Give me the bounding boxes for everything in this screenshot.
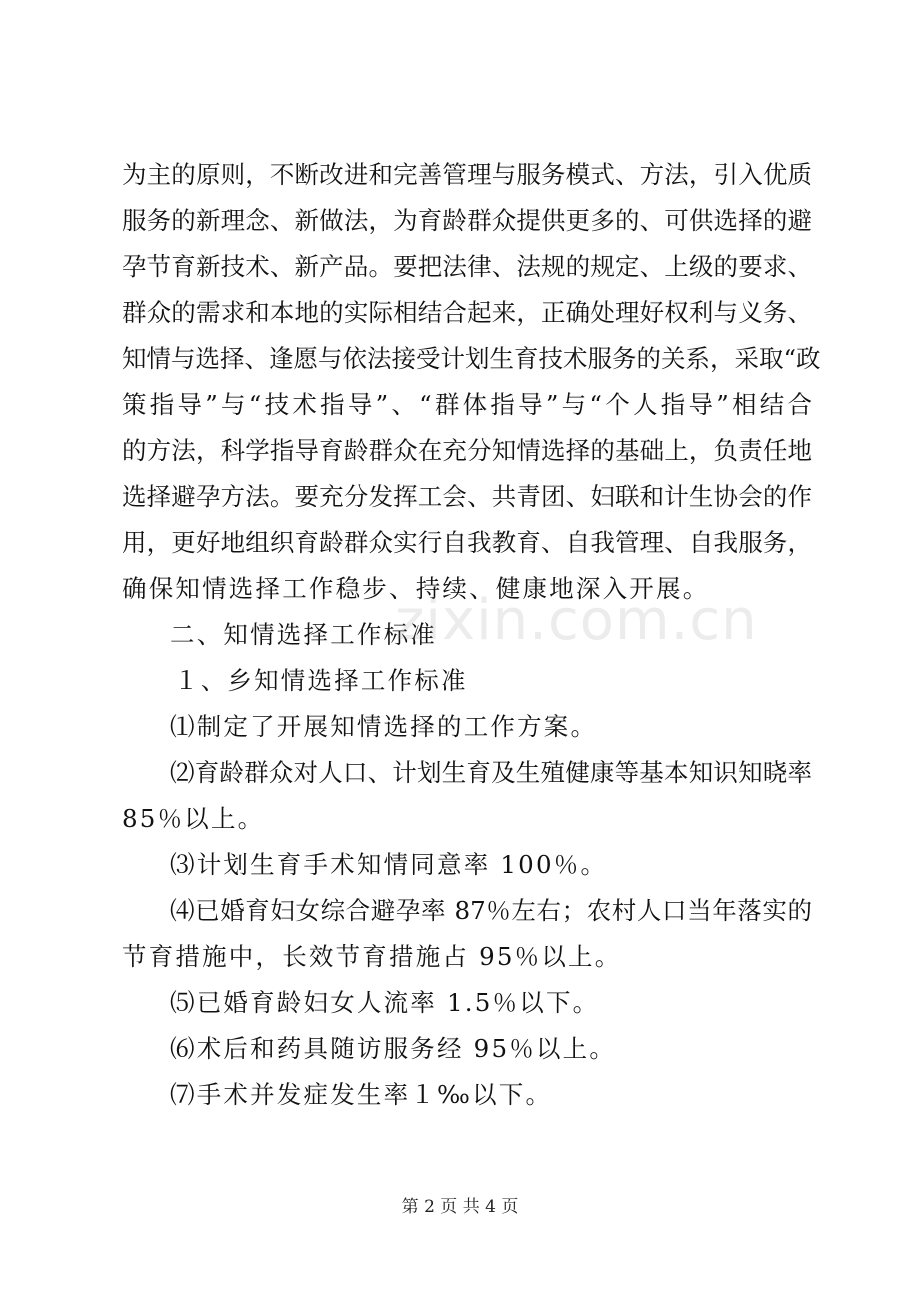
text-line: 选择避孕方法。要充分发挥工会、共青团、妇联和计生协会的作 bbox=[122, 482, 812, 511]
watermark: zixin.com.cn bbox=[395, 588, 758, 653]
list-item: ⑺手术并发症发生率１‰以下。 bbox=[170, 1080, 553, 1109]
section-heading: 二、知情选择工作标准 bbox=[170, 620, 437, 649]
subsection-heading: １、乡知情选择工作标准 bbox=[174, 666, 468, 695]
list-item-continuation: 节育措施中，长效节育措施占 95％以上。 bbox=[122, 942, 622, 971]
text-line: 策指导”与“技术指导”、“群体指导”与“个人指导”相结合 bbox=[122, 390, 812, 419]
text-line: 用，更好地组织育龄群众实行自我教育、自我管理、自我服务， bbox=[122, 528, 812, 557]
text-line: 孕节育新技术、新产品。要把法律、法规的规定、上级的要求、 bbox=[122, 252, 812, 281]
list-item: ⑵育龄群众对人口、计划生育及生殖健康等基本知识知晓率 bbox=[170, 758, 812, 787]
list-item: ⑴制定了开展知情选择的工作方案。 bbox=[170, 712, 598, 741]
list-item: ⑶计划生育手术知情同意率 100％。 bbox=[170, 850, 608, 879]
text-line: 为主的原则，不断改进和完善管理与服务模式、方法，引入优质 bbox=[122, 160, 812, 189]
text-line: 服务的新理念、新做法，为育龄群众提供更多的、可供选择的避 bbox=[122, 206, 812, 235]
list-item: ⑷已婚育妇女综合避孕率 87％左右；农村人口当年落实的 bbox=[170, 896, 812, 925]
text-line: 确保知情选择工作稳步、持续、健康地深入开展。 bbox=[122, 574, 710, 603]
text-line: 的方法，科学指导育龄群众在充分知情选择的基础上，负责任地 bbox=[122, 436, 812, 465]
list-item: ⑹术后和药具随访服务经 95％以上。 bbox=[170, 1034, 617, 1063]
list-item-continuation: 85％以上。 bbox=[122, 804, 265, 833]
page-footer: 第 2 页 共 4 页 bbox=[401, 1197, 519, 1217]
list-item: ⑸已婚育龄妇女人流率 1.5％以下。 bbox=[170, 988, 600, 1017]
text-line: 知情与选择、逢愿与依法接受计划生育技术服务的关系，采取“政 bbox=[122, 344, 821, 373]
text-line: 群众的需求和本地的实际相结合起来，正确处理好权利与义务、 bbox=[122, 298, 812, 327]
